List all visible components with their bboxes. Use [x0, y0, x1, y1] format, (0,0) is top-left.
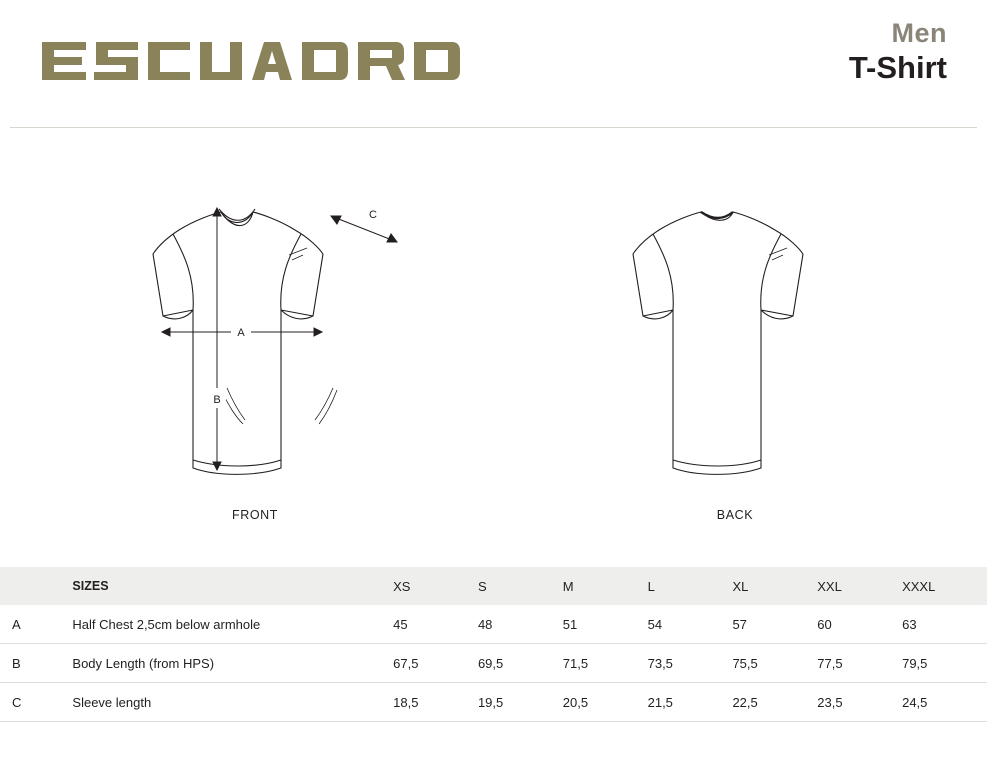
row-value-m: 71,5 [563, 644, 648, 683]
table-header-row [0, 567, 987, 605]
row-value-xl: 57 [732, 605, 817, 644]
front-view [45, 150, 465, 550]
row-letter: C [0, 683, 72, 722]
header-divider [10, 127, 977, 128]
row-value-l: 73,5 [648, 644, 733, 683]
row-value-xxl: 77,5 [817, 644, 902, 683]
row-value-xl: 75,5 [732, 644, 817, 683]
row-value-xs: 45 [393, 605, 478, 644]
header-size-xxl: XXL [817, 578, 842, 594]
header-size-xs: XS [393, 578, 411, 594]
title-block [849, 18, 947, 86]
row-letter: B [0, 644, 72, 683]
row-value-s: 48 [478, 605, 563, 644]
row-value-l: 54 [648, 605, 733, 644]
size-chart-table [0, 567, 987, 722]
table-row [0, 644, 987, 683]
row-letter: A [0, 605, 72, 644]
marker-c-label: C [369, 209, 377, 221]
row-value-m: 51 [563, 605, 648, 644]
row-value-m: 20,5 [563, 683, 648, 722]
row-value-xs: 67,5 [393, 644, 478, 683]
table-row [0, 605, 987, 644]
row-value-xxl: 60 [817, 605, 902, 644]
header-size-s: S [477, 578, 487, 594]
row-value-xxxl: 63 [902, 605, 987, 644]
row-value-xs: 18,5 [393, 683, 478, 722]
table-row [0, 683, 987, 722]
front-view-caption: FRONT [231, 508, 279, 522]
header-size-xxxl: XXXL [902, 578, 936, 594]
size-chart-header [0, 567, 987, 605]
header-size-m: M [562, 578, 574, 594]
row-measure: Body Length (from HPS) [72, 644, 393, 683]
row-value-xxxl: 79,5 [902, 644, 987, 683]
product-title: T-Shirt [848, 50, 947, 85]
row-measure: Half Chest 2,5cm below armhole [72, 605, 393, 644]
size-chart-body [0, 605, 987, 722]
row-measure: Sleeve length [72, 683, 393, 722]
marker-b-label: B [213, 394, 221, 406]
row-value-s: 69,5 [478, 644, 563, 683]
header-size-xl: XL [732, 578, 749, 594]
row-value-xxxl: 24,5 [902, 683, 987, 722]
marker-a-label: A [237, 327, 245, 339]
row-value-xxl: 23,5 [817, 683, 902, 722]
header-sizes: SIZES [72, 579, 109, 593]
garment-illustrations [0, 150, 987, 550]
row-value-l: 21,5 [648, 683, 733, 722]
brand-logo [40, 38, 470, 82]
back-view-caption: BACK [716, 508, 754, 522]
page-header [0, 0, 987, 118]
row-value-xl: 22,5 [732, 683, 817, 722]
gender-title: Men [891, 18, 947, 48]
back-view [525, 150, 945, 550]
header-letter [0, 567, 72, 605]
header-size-l: L [647, 578, 655, 594]
row-value-s: 19,5 [478, 683, 563, 722]
